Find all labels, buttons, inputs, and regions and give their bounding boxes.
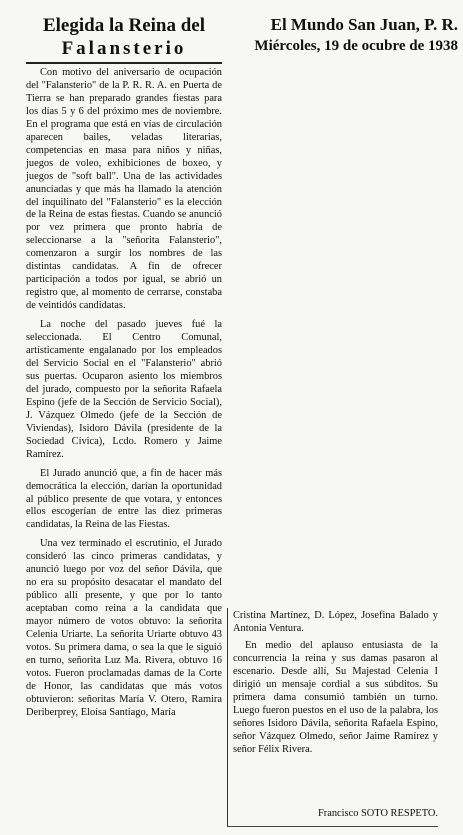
headline-line-2: Falansterio [61, 38, 187, 59]
article-headline [26, 14, 222, 60]
publication-date: Miércoles, 19 de ocubre de 1938 [254, 38, 458, 54]
byline-rule [227, 826, 438, 827]
article-paragraph: La noche del pasado jueves fué la seleccionada. El Centro Comunal, artísticamente engalanado por los empleados del Servicio Social en el "Falansterio" abrió sus puertas. Ocuparon asiento los miembros del jurado, compuesto por la señorita Rafaela Espino (jefe de la Sección de Servicio Social), J. Vázquez Olmedo (jefe de la Sección de Viviendas), Isidoro Dávila (presidente de la Sociedad Cívica), Lcdo. Romero y Jaime Ramírez. [26, 319, 222, 460]
article-paragraph: En medio del aplauso entusiasta de la concurrencia la reina y sus damas pasaron al escenario. Desde allí, Su Majestad Celenia I dirigió un mensaje cordial a sus súbditos. Su primera dama consumió también un turno. Luego fueron puestos en el uso de la palabra, los señores Isidoro Dávila, señorita Rafaela Espino, señor Vázquez Olmedo, señor Jaime Ramírez y señor Félix Rivera. [233, 639, 438, 755]
publication-name: El Mundo San Juan, P. R. [270, 15, 458, 34]
headline-line-1: Elegida la Reina del [42, 15, 206, 36]
article-column-left [26, 67, 222, 722]
article-column-right [233, 610, 438, 760]
headline-rule [26, 62, 222, 64]
article-paragraph: El Jurado anunció que, a fin de hacer más democrática la elección, darían la oportunidad al público presente de que votara, y entonces ellos escogerían de entre las diez primeras candidatas, la Reina de las Fiestas. [26, 467, 222, 531]
column-divider [227, 608, 228, 826]
article-paragraph: Con motivo del aniversario de ocupación del "Falansterio" de la P. R. R. A. en Puerta de Tierra se han preparado grandes fiestas para los días 5 y 6 del próximo mes de noviembre. En el programa que está en vías de circulación aparecen bailes, veladas literarias, competencias en masa para niños y niñas, juegos de voleo, exhibiciones de boxeo, y juegos de "soft ball". Una de las actividades anunciadas y que más ha llamado la atención del inquilinato del "Falansterio" es la elección de la Reina de estas fiestas. Cuando se anunció por vez primera que pronto habría de seleccionarse a la "señorita Falansterio", comenzaron a surgir los nombres de las distintas candidatas. A fin de ofrecer participación a todos por igual, se abrió un registro que, al momento de cerrarse, constaba de veintidós candidatas. [26, 67, 222, 312]
masthead [236, 14, 458, 56]
article-paragraph-continued: Cristina Martínez, D. López, Josefina Balado y Antonia Ventura. [233, 610, 438, 634]
article-byline: Francisco SOTO RESPETO. [318, 808, 438, 819]
article-paragraph: Una vez terminado el escrutinio, el Jurado consideró las cinco primeras candidatas, y anunció luego por voz del señor Dávila, que no era su propósito desacatar el mandato del público allí presente, y que por lo tanto aceptaban como reina a la candidata que mayor número de votos obtuvo: la señorita Celenia Uriarte. La señorita Uriarte obtuvo 43 votos. Su primera dama, o sea la que le siguió en turno, señorita Luz Ma. Rivera, obtuvo 16 votos. Fueron proclamadas damas de la Corte de Honor, las candidatas que más votos obtuvieron: señoritas María V. Otero, Ramira Deriberprey, Eloísa Santiago, María [26, 538, 222, 718]
